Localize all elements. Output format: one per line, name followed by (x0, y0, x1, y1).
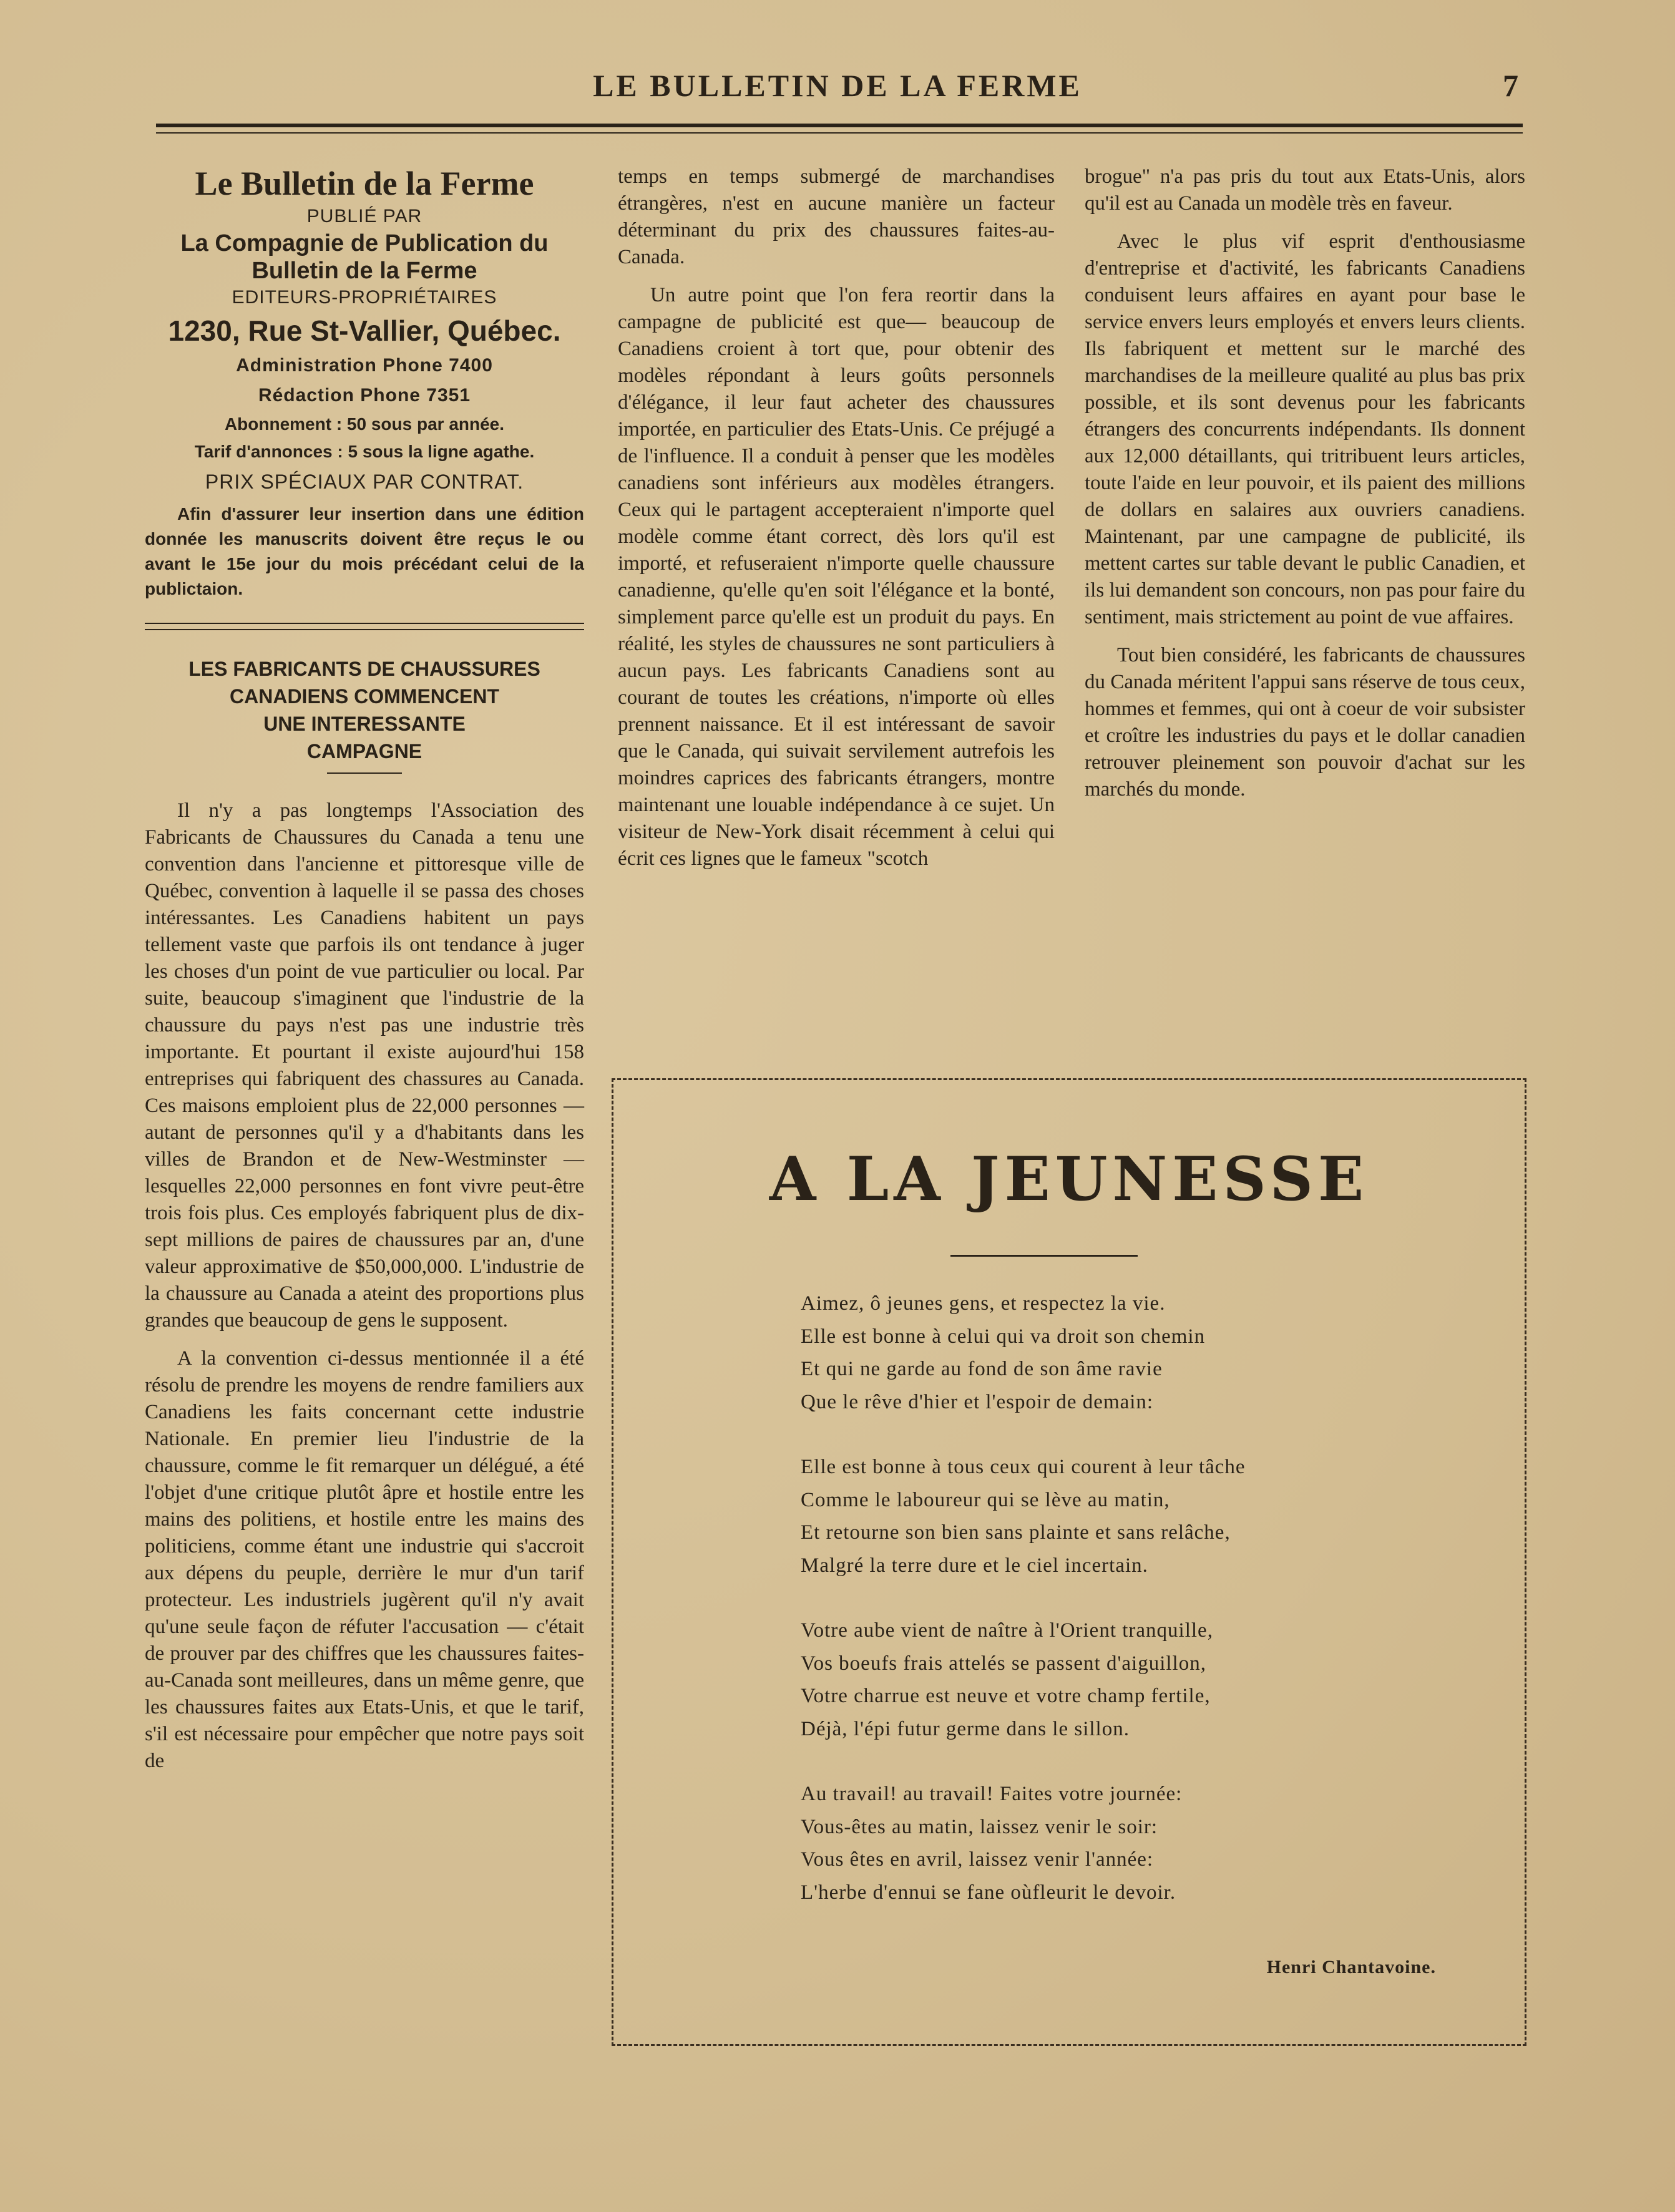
column-2 (618, 163, 1055, 872)
masthead-editeurs: EDITEURS-PROPRIÉTAIRES (232, 287, 497, 308)
poem-line: Et retourne son bien sans plainte et sans relâche, (801, 1521, 1231, 1544)
poem-line: L'herbe d'ennui se fane oùfleurit le devoir. (801, 1881, 1176, 1904)
masthead-publie-par: PUBLIÉ PAR (306, 206, 422, 227)
separator-rule (145, 629, 584, 630)
masthead-phone-redaction: Rédaction Phone 7351 (258, 385, 471, 406)
column-1 (145, 163, 584, 1775)
headline-line: CAMPAGNE (306, 740, 422, 763)
header-rule-thin (156, 132, 1523, 134)
article-paragraph: Avec le plus vif esprit d'enthousiasme d'entreprise et d'activité, les fabricants Canadiens conduisent leurs affaires en ayant pour base le service envers leurs employés et envers leurs clients. Ils fabriquent et mettent sur le marché des marchandises de la meilleure qualité au plus bas prix possible, et ils sont devenus pour les fabricants étrangers des concurrents indépendants. Ils donnent aux 12,000 détaillants, qui tritribuent leurs articles, toute l'aide en leur pouvoir, et ils paient des millions de dollars en salaires aux ouvriers canadiens. Maintenant, par une campagne de publicité, ils mettent cartes sur table devant le public Canadien, et ils lui demandent son concours, non pas pour faire du sentiment, mais strictement au point de vue affaires. (1085, 230, 1525, 628)
masthead-prix-speciaux: PRIX SPÉCIAUX PAR CONTRAT. (205, 470, 524, 493)
article-headline (145, 655, 584, 765)
headline-line: UNE INTERESSANTE (263, 713, 466, 735)
poem-box (612, 1078, 1526, 2046)
headline-line: LES FABRICANTS DE CHAUSSURES (188, 658, 540, 680)
poem-line: Vous êtes en avril, laissez venir l'année: (801, 1848, 1154, 1871)
column-3 (1085, 163, 1525, 803)
masthead-phone-admin: Administration Phone 7400 (236, 355, 493, 376)
header-rule-thick (156, 124, 1523, 127)
poem-line: Vous-êtes au matin, laissez venir le soir: (801, 1815, 1158, 1838)
poem-stanza (801, 1451, 1425, 1582)
poem-stanza (801, 1778, 1425, 1909)
poem-line: Que le rêve d'hier et l'espoir de demain: (801, 1390, 1154, 1413)
poem-line: Votre aube vient de naître à l'Orient tranquille, (801, 1619, 1213, 1642)
article-paragraph: A la convention ci-dessus mentionnée il a été résolu de prendre les moyens de rendre familiers aux Canadiens les faits concernant cette industrie Nationale. En premier lieu l'industrie de la chaussure, comme le fit remarquer un délégué, a été l'objet d'une critique plutôt âpre et hostile entre les mains des politiens, et hostile entre les mains des politiciens, comme étant une industrie qui s'accroit aux dépens du peuple, derrière le mur d'un tarif protecteur. Les industriels jugèrent qu'il n'y avait qu'une seule façon de réfuter l'accusation — c'était de prouver par des chiffres que les chaussures faites-au-Canada sont meilleures, dans un même genre, que les chaussures faites aux Etats-Unis, et que le tarif, s'il est nécessaire pour empêcher que notre pays soit de (145, 1347, 584, 1772)
poem-line: Elle est bonne à celui qui va droit son chemin (801, 1325, 1206, 1348)
separator-rule (145, 623, 584, 624)
article-paragraph: Tout bien considéré, les fabricants de chaussures du Canada méritent l'appui sans réserve de tous ceux, hommes et femmes, qui ont à coeur de voir subsister et croître les industries du pays et le dollar canadien retrouver pleinement son pouvoir d'achat sur les marchés du monde. (1085, 644, 1525, 801)
masthead-notice: Afin d'assurer leur insertion dans une édition donnée les manuscrits doivent être reçus le ou avant le 15e jour du mois précédant celui de la publictaion. (145, 504, 584, 598)
poem-author: Henri Chantavoine. (1266, 1957, 1436, 1977)
poem-line: Et qui ne garde au fond de son âme ravie (801, 1358, 1163, 1380)
poem-line: Aimez, ô jeunes gens, et respectez la vie. (801, 1292, 1166, 1315)
poem-line: Vos boeufs frais attelés se passent d'aiguillon, (801, 1652, 1206, 1675)
article-paragraph: temps en temps submergé de marchandises étrangères, n'est en aucune manière un facteur déterminant du prix des chaussures faites-au-Canada. (618, 165, 1055, 268)
article-paragraph: Un autre point que l'on fera reortir dans la campagne de publicité est que— beaucoup de Canadiens croient à tort que, pour obtenir des modèles répondant à leurs goûts personnels d'élégance, il leur faut acheter des chaussures importée, en particulier des Etats-Unis. Ce préjugé a de l'influence. Il a conduit à penser que les modèles canadiens sont inférieurs aux modèles étrangers. Ceux qui le partagent accepteraient n'importe quel modèle comme étant correct, dès lors qu'il est importé, et refuseraient n'importe quelle chaussure canadienne, qu'elle qu'en soit l'élégance et la bonté, simplement parce qu'elle est un produit du pays. En réalité, les styles de chaussures ne sont particuliers à aucun pays. Les fabricants Canadiens sont au courant de toutes les créations, n'importe où elles prennent naissance. Et il est intéressant de savoir que le Canada, qui suivait servilement autrefois les moindres caprices des fabricants étrangers, montre maintenant une louable indépendance à ce sujet. Un visiteur de New-York disait récemment à celui qui écrit ces lignes que le fameux "scotch (618, 284, 1055, 870)
headline-line: CANADIENS COMMENCENT (230, 685, 499, 708)
masthead-abonnement: Abonnement : 50 sous par année. (224, 414, 505, 434)
running-title: LE BULLETIN DE LA FERME (593, 68, 1082, 103)
masthead-company-line2: Bulletin de la Ferme (251, 258, 477, 284)
poem-title-rule (950, 1255, 1138, 1257)
poem-line: Déjà, l'épi futur germe dans le sillon. (801, 1717, 1130, 1740)
poem-line: Elle est bonne à tous ceux qui courent à leur tâche (801, 1456, 1246, 1478)
poem-stanza (801, 1614, 1425, 1745)
masthead (145, 163, 584, 602)
poem-stanza (801, 1287, 1425, 1418)
article-paragraph: Il n'y a pas longtemps l'Association des Fabricants de Chaussures du Canada a tenu une convention dans l'ancienne et pittoresque ville de Québec, convention à laquelle il se passa des choses intéressantes. Les Canadiens habitent un pays tellement vaste que parfois ils ont tendance à juger les choses d'un point de vue particulier ou local. Par suite, beaucoup s'imaginent que l'industrie de la chaussure du pays n'est pas une industrie très importante. Et pourtant il existe aujourd'hui 158 entreprises qui fabriquent des chassures au Canada. Ces maisons emploient plus de 22,000 personnes — autant de personnes qu'il y a d'habitants dans les villes de Brandon et de New-Westminster — lesquelles 22,000 personnes en font vivre peut-être trois fois plus. Ces employés fabriquent plus de dix-sept millions de paires de chaussures par an, d'une valeur approximative de $50,000,000. L'industrie de la chaussure au Canada a ateint des proportions plus grandes que beaucoup de gens le supposent. (145, 799, 584, 1332)
poem-line: Comme le laboureur qui se lève au matin, (801, 1488, 1170, 1511)
article-paragraph: brogue" n'a pas pris du tout aux Etats-Unis, alors qu'il est au Canada un modèle très en faveur. (1085, 165, 1525, 215)
poem-title: A LA JEUNESSE (769, 1144, 1369, 1214)
poem-line: Au travail! au travail! Faites votre journée: (801, 1783, 1183, 1805)
masthead-company-line1: La Compagnie de Publication du (180, 230, 549, 256)
masthead-title: Le Bulletin de la Ferme (195, 165, 534, 202)
poem-line: Malgré la terre dure et le ciel incertain. (801, 1554, 1148, 1577)
poem-line: Votre charrue est neuve et votre champ fertile, (801, 1685, 1211, 1707)
masthead-address: 1230, Rue St-Vallier, Québec. (168, 314, 561, 347)
page-number: 7 (1503, 68, 1518, 103)
poem-text (801, 1287, 1425, 1909)
headline-rule (327, 772, 402, 774)
masthead-tarif: Tarif d'annonces : 5 sous la ligne agathe. (194, 442, 535, 461)
